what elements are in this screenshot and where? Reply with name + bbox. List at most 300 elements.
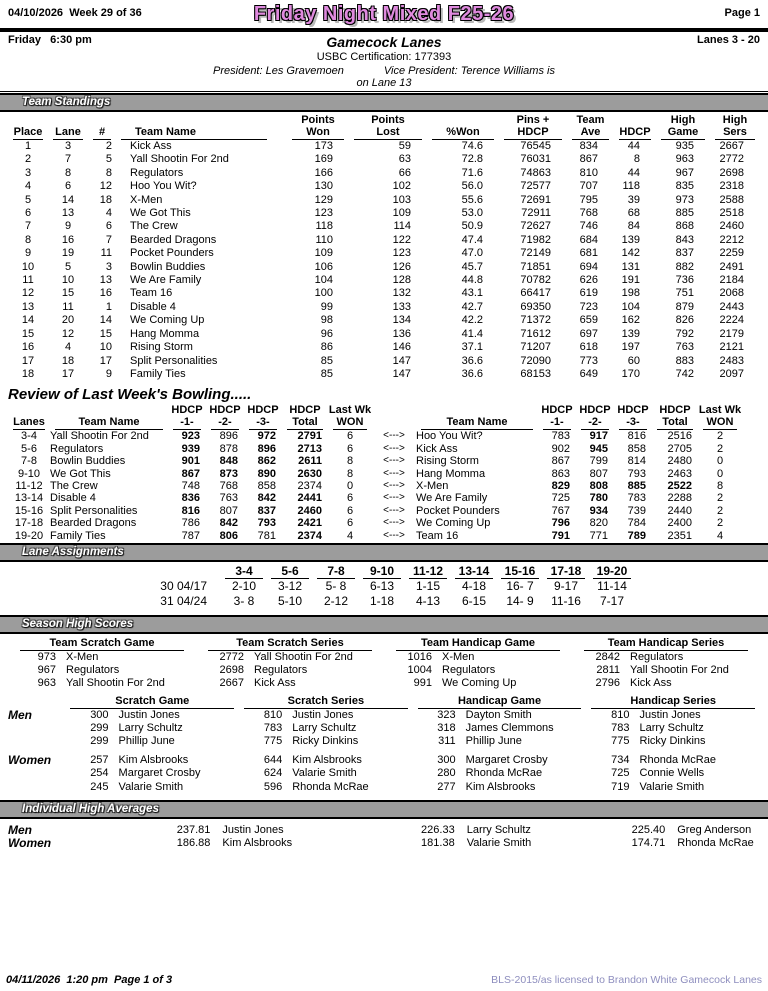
value-cell: 15 (21, 327, 35, 340)
review-row (8, 517, 372, 529)
value-cell: 131 (621, 260, 640, 273)
value-cell: 5 (24, 193, 32, 206)
team-name-cell: Family Ties (130, 367, 186, 380)
value-cell: 71372 (520, 314, 551, 327)
value-cell: 136 (392, 327, 411, 340)
value-cell: 2 (105, 140, 112, 152)
value-cell: 2518 (719, 207, 744, 220)
review-row (372, 505, 742, 517)
value-cell: 13 (61, 207, 75, 220)
usbc-certification: USBC Certification: 177393 (316, 51, 452, 63)
report-date: 04/10/2026 (8, 7, 64, 19)
value-cell: 18 (21, 367, 35, 380)
value-cell: 129 (314, 193, 333, 206)
bowler-name-cell: Justin Jones (222, 823, 284, 836)
hdcp-game-cell: 781 (257, 529, 276, 542)
value-cell: 8 (633, 153, 640, 166)
team-name-cell: Team 16 (416, 529, 459, 542)
column-header-label: -2- (581, 416, 609, 430)
last-week-won-cell: 0 (716, 467, 724, 480)
column-header-top: Points (371, 114, 405, 126)
hdcp-game-cell: 885 (627, 479, 646, 492)
value-cell: 7 (105, 233, 112, 246)
team-name-cell: X-Men (442, 650, 475, 663)
individual-header-row (8, 695, 760, 709)
bowler-name-cell: Kim Alsbrooks (292, 754, 362, 767)
bowler-name-cell: Greg Anderson (677, 823, 752, 836)
lanes-range: Lanes 3 - 20 (697, 34, 760, 46)
value-cell: 100 (314, 287, 333, 300)
bowler-name-cell: Larry Schultz (118, 721, 183, 734)
value-cell: 6 (64, 180, 72, 193)
hdcp-game-cell: 783 (627, 492, 646, 505)
value-cell: 973 (675, 193, 694, 206)
bowler-name-cell: Larry Schultz (466, 823, 531, 836)
column-header-label: Lanes (13, 416, 45, 429)
bowler-name-cell: Valarie Smith (118, 780, 184, 793)
hdcp-game-cell: 807 (589, 467, 608, 480)
value-cell: 146 (392, 341, 411, 354)
value-cell: 142 (621, 247, 640, 260)
column-header-label: -1- (543, 416, 571, 430)
last-week-won-cell: 2 (716, 442, 724, 455)
column-header (8, 114, 48, 140)
score-value: 2698 (219, 664, 244, 677)
team-name-cell: Hang Momma (416, 467, 486, 480)
team-name-cell: We Coming Up (442, 677, 517, 690)
matchup-cell: 16- 7 (506, 578, 534, 593)
review-row (372, 455, 742, 467)
value-cell: 19 (61, 247, 75, 260)
matchup-cell: 9-17 (553, 578, 579, 593)
value-cell: 66417 (520, 287, 551, 300)
team-high-category (384, 637, 572, 691)
standings-row (8, 167, 760, 180)
lanes-cell: 15-16 (14, 504, 44, 517)
lane-pair-label: 7-8 (317, 565, 355, 579)
column-header (116, 114, 287, 140)
value-cell: 6 (24, 207, 32, 220)
bowler-name-cell: Kim Alsbrooks (465, 780, 536, 793)
value-cell: 11 (62, 300, 74, 313)
category-header: Team Scratch Game (20, 637, 184, 651)
score-value: 257 (90, 754, 109, 767)
hdcp-game-cell: 808 (589, 479, 608, 492)
standings-row (8, 341, 760, 354)
value-cell: 42.7 (461, 300, 483, 313)
column-header (710, 114, 760, 140)
score-value: 280 (437, 767, 456, 780)
column-header-label: WON (333, 416, 367, 430)
score-value: 734 (611, 754, 630, 767)
last-week-won-cell: 2 (716, 517, 724, 530)
value-cell: 110 (315, 233, 333, 246)
hdcp-game-cell: 820 (589, 517, 608, 530)
column-header-top: HDCP (289, 404, 321, 417)
standings-row (8, 274, 760, 287)
value-cell: 742 (675, 367, 694, 380)
value-cell: 139 (621, 327, 640, 340)
hdcp-game-cell: 2421 (297, 517, 322, 530)
score-value: 299 (90, 734, 109, 747)
hdcp-game-cell: 783 (551, 430, 570, 443)
matchup-cell: 3- 8 (233, 593, 255, 608)
score-value: 1016 (407, 650, 432, 663)
bowler-name-cell: Phillip June (465, 734, 522, 747)
column-header (576, 404, 614, 430)
team-name-cell: Regulators (66, 664, 120, 677)
hdcp-game-cell: 739 (627, 504, 646, 517)
individual-score-row (8, 781, 760, 794)
team-name-cell: Split Personalities (130, 354, 218, 367)
value-cell: 126 (392, 260, 411, 273)
matchup-cell: 1-15 (415, 578, 441, 593)
value-cell: 132 (392, 287, 411, 300)
standings-row (8, 328, 760, 341)
review-left-body (8, 430, 372, 542)
score-value: 1004 (407, 664, 432, 677)
value-cell: 71851 (520, 260, 551, 273)
high-score-entry (196, 677, 384, 690)
review-left-table (8, 404, 372, 542)
versus-arrow: <---> (383, 455, 405, 467)
gender-label (8, 735, 65, 748)
value-cell: 3 (105, 260, 112, 273)
team-name-cell: Bowlin Buddies (50, 455, 126, 468)
category-header-label: Scratch Series (244, 695, 407, 709)
hdcp-game-cell: 771 (589, 529, 608, 542)
value-cell: 43.1 (461, 287, 483, 300)
hdcp-game-cell: 867 (181, 467, 200, 480)
category-header: Team Scratch Series (208, 637, 372, 651)
bowler-name-cell: Valarie Smith (639, 780, 705, 793)
review-section-title: Review of Last Week's Bowling..... (8, 386, 252, 404)
value-cell: 619 (579, 287, 598, 300)
team-name-cell: Regulators (254, 664, 308, 677)
team-name-cell: Pocket Pounders (130, 247, 214, 260)
value-cell: 191 (621, 274, 640, 287)
hdcp-game-cell: 2460 (297, 504, 322, 517)
lane-pair-label: 19-20 (593, 565, 631, 579)
hdcp-game-cell: 2611 (298, 455, 322, 468)
column-header (244, 404, 282, 430)
value-cell: 56.0 (461, 180, 483, 193)
review-row (372, 480, 742, 492)
column-header-top: HDCP (247, 404, 279, 417)
hdcp-game-cell: 787 (181, 529, 200, 542)
review-row (372, 430, 742, 442)
lane-assignment-row (72, 579, 635, 594)
column-header (567, 114, 614, 140)
center-info (208, 34, 560, 89)
gender-label: Men (8, 708, 32, 722)
value-cell: 2097 (719, 367, 744, 380)
team-name-cell: Bearded Dragons (50, 517, 137, 530)
column-header-label: Team Name (55, 416, 163, 430)
value-cell: 17 (61, 367, 75, 380)
last-week-won-cell: 2 (716, 504, 724, 517)
lane-pair-header (221, 565, 267, 579)
section-title: Season High Scores (22, 617, 134, 630)
last-week-won-cell: 6 (346, 517, 354, 530)
lane-pair-label: 3-4 (225, 565, 263, 579)
high-score-entry (572, 677, 760, 690)
team-name-cell: Regulators (130, 166, 184, 179)
standings-row (8, 314, 760, 327)
last-week-won-cell: 6 (346, 492, 354, 505)
column-header-top (372, 405, 416, 417)
last-week-won-cell: 0 (346, 479, 354, 492)
high-score-entry (196, 651, 384, 664)
review-right-header-row (372, 404, 742, 430)
section-bar-team-standings (0, 93, 768, 112)
hdcp-game-cell: 791 (551, 529, 570, 542)
value-cell: 763 (675, 341, 694, 354)
value-cell: 1 (105, 300, 112, 313)
week-date-label: 31 04/24 (160, 593, 207, 608)
value-cell: 45.7 (461, 260, 483, 273)
value-cell: 134 (392, 314, 411, 327)
value-cell: 826 (675, 314, 694, 327)
value-cell: 71207 (520, 341, 551, 354)
hdcp-game-cell: 902 (551, 442, 570, 455)
value-cell: 44 (627, 140, 640, 152)
value-cell: 751 (675, 287, 694, 300)
value-cell: 118 (315, 220, 333, 233)
matchup-cell: 6-13 (369, 578, 395, 593)
matchup-cell: 6-15 (461, 593, 487, 608)
team-name-cell: Pocket Pounders (416, 504, 500, 517)
versus-arrow: <---> (383, 504, 405, 516)
value-cell: 2588 (719, 193, 744, 206)
column-header (50, 404, 168, 430)
lanes-cell: 3-4 (21, 430, 37, 443)
value-cell: 72.8 (461, 153, 483, 166)
last-week-won-cell: 6 (346, 430, 354, 443)
report-date-week (8, 3, 208, 19)
hdcp-game-cell: 793 (257, 517, 276, 530)
value-cell: 11 (100, 247, 112, 260)
hdcp-game-cell: 2374 (297, 529, 322, 542)
individual-score-row (8, 767, 760, 780)
value-cell: 14 (61, 193, 75, 206)
value-cell: 72149 (520, 247, 551, 260)
value-cell: 68 (627, 207, 640, 220)
value-cell: 8 (64, 166, 72, 179)
value-cell: 42.2 (461, 314, 483, 327)
team-name-cell: Split Personalities (50, 504, 138, 517)
score-value: 719 (611, 780, 630, 793)
lane-pair-header (359, 565, 405, 579)
versus-arrow: <---> (383, 529, 405, 541)
individual-high-scores-table (8, 695, 760, 794)
score-value: 311 (438, 734, 456, 747)
column-header (499, 114, 567, 140)
score-value: 991 (413, 677, 432, 690)
value-cell: 16 (61, 233, 75, 246)
week-counter: Week 29 of 36 (69, 7, 142, 19)
value-cell: 2667 (719, 140, 744, 152)
value-cell: 74.6 (461, 140, 483, 152)
value-cell: 53.0 (461, 207, 483, 220)
category-header: Team Handicap Series (584, 637, 748, 651)
hdcp-game-cell: 768 (219, 479, 238, 492)
hdcp-game-cell: 2288 (667, 492, 692, 505)
column-header-top: Last Wk (698, 404, 742, 417)
last-week-won-cell: 4 (716, 529, 724, 542)
hdcp-game-cell: 2791 (297, 430, 322, 443)
team-name-cell: The Crew (50, 479, 98, 492)
column-header-label: Lost (354, 126, 422, 140)
column-header (88, 114, 116, 140)
review-row (372, 517, 742, 529)
column-header-top: High (722, 114, 748, 126)
hdcp-game-cell: 945 (589, 442, 608, 455)
last-week-won-cell: 6 (346, 442, 354, 455)
hdcp-game-cell: 816 (627, 430, 646, 443)
high-score-entry (196, 664, 384, 677)
hdcp-game-cell: 896 (257, 442, 276, 455)
value-cell: 773 (579, 354, 598, 367)
hdcp-game-cell: 763 (219, 492, 238, 505)
column-header-top: HDCP (659, 404, 691, 417)
team-name-cell: Kick Ass (130, 140, 172, 152)
spacer (72, 565, 221, 579)
review-row (372, 492, 742, 504)
value-cell: 4 (24, 180, 32, 193)
value-cell: 44.8 (461, 274, 483, 287)
officers-underline (0, 91, 768, 92)
team-name-cell: Hang Momma (130, 327, 200, 340)
review-right-table (372, 404, 742, 542)
column-header-label: WON (703, 416, 737, 430)
matchup-cell: 5-10 (277, 593, 303, 608)
hdcp-game-cell: 725 (551, 492, 570, 505)
column-header-top (48, 114, 88, 126)
score-value: 300 (90, 708, 109, 721)
category-header-label: Scratch Game (70, 695, 234, 709)
column-header-label: HDCP (504, 126, 562, 140)
value-cell: 103 (392, 193, 411, 206)
value-cell: 102 (392, 180, 411, 193)
team-name-cell: Rising Storm (416, 455, 479, 468)
value-cell: 736 (675, 274, 694, 287)
gender-label (8, 722, 65, 735)
column-header-top: HDCP (541, 404, 573, 417)
high-score-entry (572, 651, 760, 664)
team-name-cell: Family Ties (50, 529, 106, 542)
value-cell: 1 (24, 140, 32, 152)
hdcp-game-cell: 2522 (667, 479, 692, 492)
value-cell: 659 (579, 314, 598, 327)
score-value: 2796 (595, 677, 620, 690)
column-header (206, 404, 244, 430)
section-title: Lane Assignments (22, 545, 124, 558)
value-cell: 2772 (719, 153, 744, 166)
lane-pair-header (267, 565, 313, 579)
score-value: 783 (263, 721, 283, 734)
column-header-label: Team Name (421, 416, 533, 430)
column-header-label: HDCP (619, 126, 651, 138)
value-cell: 7 (64, 153, 72, 166)
bowler-name-cell: Phillip June (118, 734, 175, 747)
team-high-scores (8, 637, 760, 691)
team-name-cell: X-Men (416, 479, 449, 492)
team-name-cell: Yall Shootin For 2nd (254, 650, 353, 663)
value-cell: 2483 (719, 354, 744, 367)
matchup-cell: 14- 9 (506, 593, 534, 608)
hdcp-game-cell: 2440 (667, 504, 692, 517)
value-cell: 11 (22, 274, 34, 287)
value-cell: 169 (314, 153, 333, 166)
bowler-name-cell: Rhonda McRae (639, 754, 716, 767)
hdcp-game-cell: 837 (257, 504, 276, 517)
value-cell: 3 (64, 140, 72, 152)
review-row (8, 443, 372, 455)
section-bar-lane-assignments (0, 543, 768, 562)
column-header (652, 404, 698, 430)
value-cell: 885 (675, 207, 694, 220)
value-cell: 18 (61, 354, 75, 367)
lanes-cell: 11-12 (15, 479, 43, 492)
score-value: 973 (37, 650, 56, 663)
value-cell: 2179 (719, 327, 744, 340)
hdcp-game-cell: 901 (181, 455, 200, 468)
value-cell: 795 (579, 193, 598, 206)
team-name-cell: We Got This (130, 207, 191, 220)
versus-arrow: <---> (383, 442, 405, 454)
bowler-name-cell: Connie Wells (639, 767, 705, 780)
column-header-top: High (670, 114, 696, 126)
value-cell: 17 (21, 354, 35, 367)
value-cell: 109 (392, 207, 411, 220)
score-value: 775 (611, 734, 630, 747)
value-cell: 2443 (719, 300, 744, 313)
value-cell: 166 (314, 166, 333, 179)
standings-row (8, 153, 760, 166)
last-week-won-cell: 0 (716, 455, 724, 468)
score-value: 624 (263, 767, 283, 780)
lane-pair-label: 13-14 (455, 565, 493, 579)
value-cell: 746 (579, 220, 598, 233)
value-cell: 963 (675, 153, 694, 166)
lane-pair-label: 15-16 (501, 565, 539, 579)
hdcp-game-cell: 748 (181, 479, 200, 492)
value-cell: 8 (105, 166, 112, 179)
value-cell: 835 (675, 180, 694, 193)
bowler-name-cell: Valarie Smith (466, 837, 532, 850)
column-header-label: Total (287, 416, 323, 430)
lane-pair-label: 11-12 (409, 565, 447, 579)
hdcp-game-cell: 917 (589, 430, 608, 443)
lane-assignment-row (72, 594, 635, 609)
review-row (372, 443, 742, 455)
column-header-top: Team (576, 114, 605, 126)
category-header (239, 695, 412, 709)
value-cell: 9 (64, 220, 72, 233)
standings-row (8, 261, 760, 274)
team-name-cell: Yall Shootin For 2nd (66, 677, 165, 690)
value-cell: 843 (675, 233, 694, 246)
review-left-header-row (8, 404, 372, 430)
value-cell: 60 (627, 354, 640, 367)
versus-arrow: <---> (383, 467, 405, 479)
value-cell: 12 (21, 287, 35, 300)
hdcp-game-cell: 923 (181, 430, 200, 443)
bowler-name-cell: Valarie Smith (292, 767, 357, 780)
bowler-name-cell: Justin Jones (118, 708, 180, 721)
bowler-name-cell: Justin Jones (292, 708, 354, 721)
